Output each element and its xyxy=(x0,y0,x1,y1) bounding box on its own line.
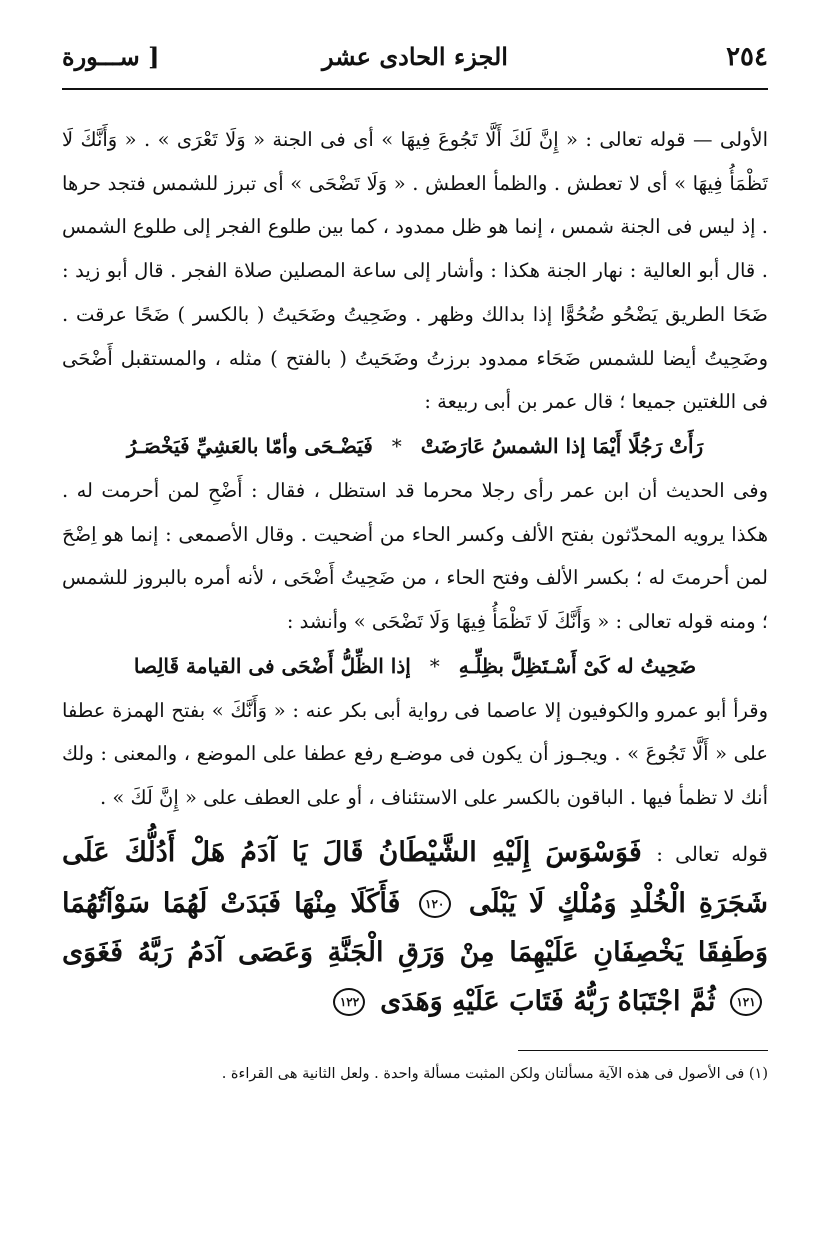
page-number: ٢٥٤ xyxy=(726,42,768,72)
paragraph-1: الأولى — قوله تعالى : « إِنَّ لَكَ أَلَّا تَجُوعَ فِيهَا » أى فى الجنة « وَلَا تَعْرَى » . « وَأَنَّكَ لَا تَظْمَأُ فِيهَا » أى لا تعطش . والظمأ العطش . « وَلَا تَضْحَى » أى تبرز للشمس فتجد حرها . إذ ليس فى الجنة شمس ، إنما هو ظل ممدود ، كما بين طلوع الفجر إلى طلوع الشمس . قال أبو العالية : نهار الجنة هكذا : وأشار إلى ساعة المصلين صلاة الفجر . قال أبو زيد : ضَحَا الطريق يَضْحُو ضُحُوًّا إذا بدالك وظهر . وضَحِيتُ وضَحَيتُ ( بالكسر ) ضَحًا عرقت . وضَحِيتُ أيضا للشمس ضَحَاء ممدود برزتُ وضَحَيتُ ( بالفتح ) مثله ، والمستقبل أَضْحَى فى اللغتين جميعا ؛ قال عمر بن أبى ربيعة : xyxy=(62,128,768,414)
book-page xyxy=(62,28,768,1087)
footnote: (١) فى الأصول فى هذه الآية مسألتان ولكن المثبت مسألة واحدة . ولعل الثانية هى القراءة . xyxy=(221,1065,768,1082)
verse-1-second-hemistich: فَيَضْـحَى وأمّا بالعَشِيِّ فَيَخْصَـرُ xyxy=(126,433,373,458)
paragraph-2: وفى الحديث أن ابن عمر رأى رجلا محرما قد استظل ، فقال : أَضْحِ لمن أحرمت له . هكذا يرويه المحدّثون بفتح الألف وكسر الحاء من أضحيت . وقال الأصمعى : إنما هو اِضْحَ لمن أحرمتَ له ؛ بكسر الألف وفتح الحاء ، من ضَحِيتُ أَضْحَى ، لأنه أمره بالبروز للشمس ؛ ومنه قوله تعالى : « وَأَنَّكَ لَا تَظْمَأُ فِيهَا وَلَا تَضْحَى » وأنشد : xyxy=(62,478,768,634)
quran-intro: قوله تعالى : xyxy=(656,841,768,866)
verse-2-first-hemistich: ضَحِيتُ له كَىْ أَسْـتَظِلَّ بظِلِّـهِ xyxy=(458,653,697,678)
ayah-120-text: فَوَسْوَسَ إِلَيْهِ الشَّيْطَانُ قَالَ يَا آدَمُ هَلْ أَدُلُّكَ عَلَى شَجَرَةِ الْخُلْدِ وَمُلْكٍ لَا يَبْلَى xyxy=(62,836,768,919)
verse-separator: * xyxy=(391,433,402,458)
poetry-verse-2 xyxy=(62,644,768,689)
verse-separator: * xyxy=(429,653,440,678)
commentary-body xyxy=(62,118,768,820)
verse-1-first-hemistich: رَأَتْ رَجُلًا أَيْمَا إذا الشمسُ عَارَضَتْ xyxy=(420,433,704,458)
page-header xyxy=(62,28,768,90)
quran-passage xyxy=(62,828,768,1026)
footnote-separator xyxy=(518,1050,768,1051)
ayah-122-text: ثُمَّ اجْتَبَاهُ رَبُّهُ فَتَابَ عَلَيْهِ وَهَدَى xyxy=(380,985,716,1017)
ayah-number-marker: ١٢٠ xyxy=(419,890,451,918)
ayah-number-marker: ١٢١ xyxy=(730,988,762,1016)
ayah-121-text: فَأَكَلَا مِنْهَا فَبَدَتْ لَهُمَا سَوْآتُهُمَا وَطَفِقَا يَخْصِفَانِ عَلَيْهِمَا مِنْ وَرَقِ الْجَنَّةِ وَعَصَى آدَمُ رَبَّهُ فَغَوَى xyxy=(62,887,769,968)
verse-2-second-hemistich: إذا الظِّلُّ أَضْحَى فى القيامة قَالِصا xyxy=(133,653,411,678)
ayah-number-marker: ١٢٢ xyxy=(333,988,365,1016)
paragraph-3: وقرأ أبو عمرو والكوفيون إلا عاصما فى رواية أبى بكر عنه : « وَأَنَّكَ » بفتح الهمزة عطفا على « أَلَّا تَجُوعَ » . ويجـوز أن يكون فى موضـع رفع عطفا على الموضع ، والمعنى : ولك أنك لا تظمأ فيها . الباقون بالكسر على الاستئناف ، أو على العطف على « إِنَّ لَكَ » . xyxy=(62,698,768,810)
surah-label: [ ســـورة xyxy=(62,42,160,71)
running-title: الجزء الحادى عشر xyxy=(322,42,508,71)
poetry-verse-1 xyxy=(62,424,768,469)
